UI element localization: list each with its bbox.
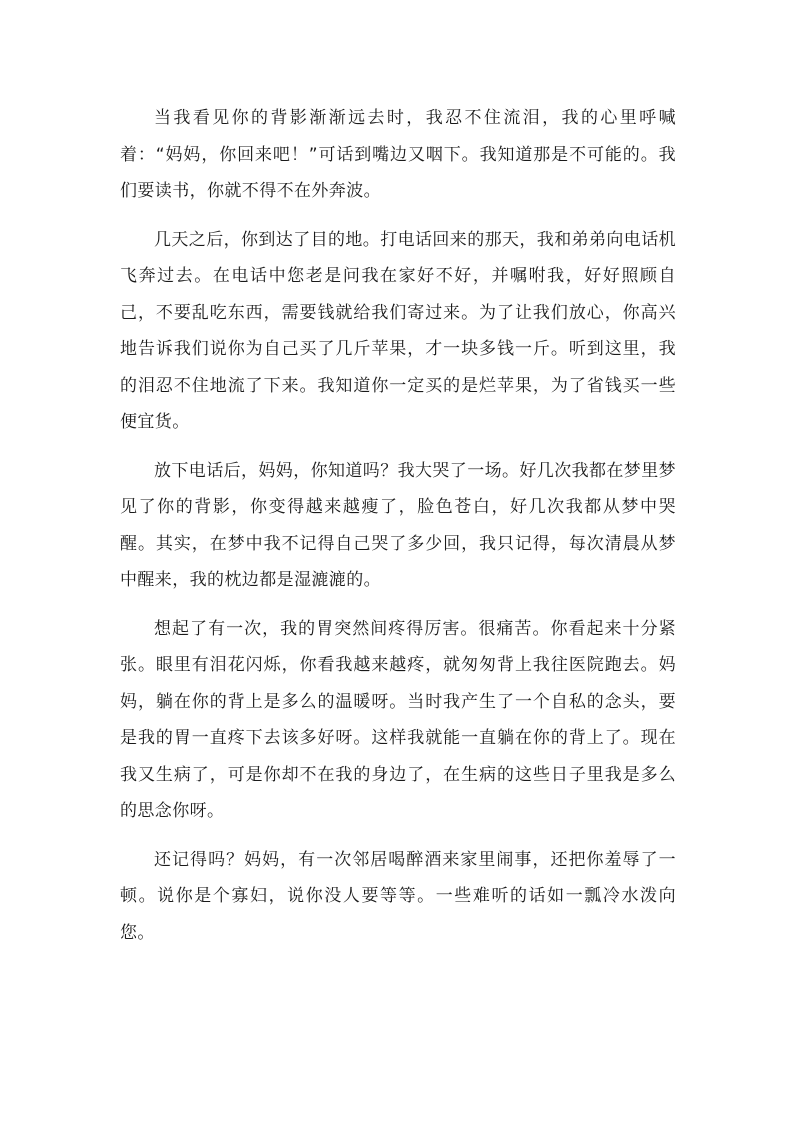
paragraph-1: 当我看见你的背影渐渐远去时，我忍不住流泪，我的心里呼喊着：“妈妈，你回来吧！”可话到嘴边又咽下。我知道那是不可能的。我们要读书，你就不得不在外奔波。 [120,108,676,201]
paragraph-3: 放下电话后，妈妈，你知道吗？我大哭了一场。好几次我都在梦里梦见了你的背影，你变得越来越瘦了，脸色苍白，好几次我都从梦中哭醒。其实，在梦中我不记得自己哭了多少回，我只记得，每次清晨从梦中醒来，我的枕边都是湿漉漉的。 [120,460,676,590]
paragraph-5: 还记得吗？妈妈，有一次邻居喝醉酒来家里闹事，还把你羞辱了一顿。说你是个寡妇，说你没人要等等。一些难听的话如一瓢冷水泼向您。 [120,849,676,943]
paragraph-2: 几天之后，你到达了目的地。打电话回来的那天，我和弟弟向电话机飞奔过去。在电话中您老是问我在家好不好，并嘱咐我，好好照顾自己，不要乱吃东西，需要钱就给我们寄过来。为了让我们放心，你高兴地告诉我们说你为自己买了几斤苹果，才一块多钱一斤。听到这里，我的泪忍不住地流了下来。我知道你一定买的是烂苹果，为了省钱买一些便宜货。 [120,229,676,432]
document-body [120,100,676,963]
paragraph-4: 想起了有一次，我的胃突然间疼得厉害。很痛苦。你看起来十分紧张。眼里有泪花闪烁，你看我越来越疼，就匆匆背上我往医院跑去。妈妈，躺在你的背上是多么的温暖呀。当时我产生了一个自私的念头，要是我的胃一直疼下去该多好呀。这样我就能一直躺在你的背上了。现在我又生病了，可是你却不在我的身边了，在生病的这些日子里我是多么的思念你呀。 [120,618,676,821]
